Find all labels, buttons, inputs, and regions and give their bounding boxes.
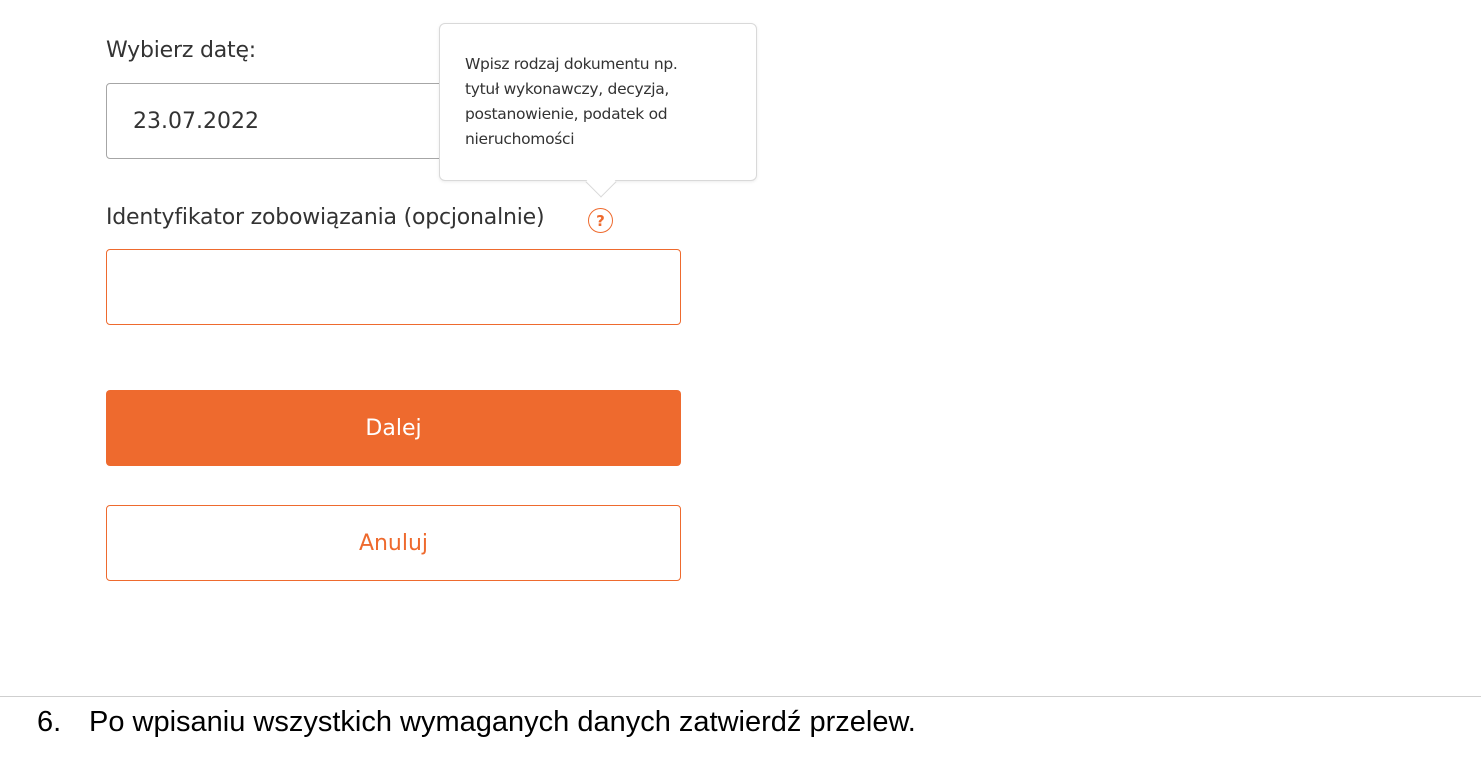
instruction-step [37, 706, 916, 739]
divider [0, 696, 1481, 697]
step-number: 6. [37, 706, 62, 738]
help-tooltip [439, 23, 757, 181]
next-button[interactable]: Dalej [106, 390, 681, 466]
cancel-button[interactable]: Anuluj [106, 505, 681, 581]
identifier-input[interactable] [106, 249, 681, 325]
date-label: Wybierz datę: [106, 38, 257, 63]
date-value: 23.07.2022 [133, 108, 259, 134]
identifier-label: Identyfikator zobowiązania (opcjonalnie) [106, 205, 545, 230]
tooltip-text: Wpisz rodzaj dokumentu np. tytuł wykonawczy, decyzja, postanowienie, podatek od nieruchomości [465, 55, 678, 148]
step-text: Po wpisaniu wszystkich wymaganych danych zatwierdź przelew. [89, 706, 916, 738]
question-circle-icon[interactable]: ? [588, 208, 613, 233]
